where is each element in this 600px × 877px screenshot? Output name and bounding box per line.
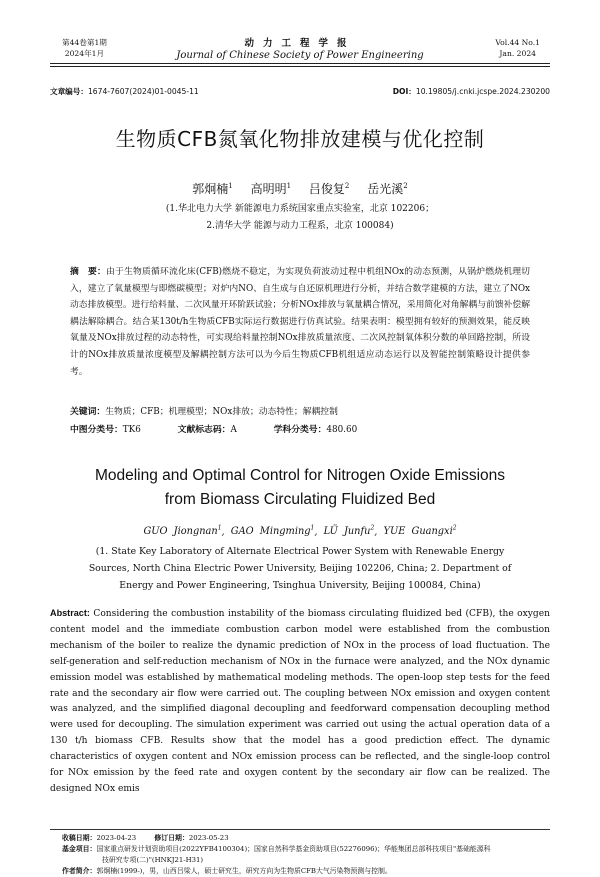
header-journal — [170, 35, 430, 61]
affiliation-cn-line: (1.华北电力大学 新能源电力系统国家重点实验室，北京 102206； — [165, 204, 435, 214]
footnote — [62, 833, 552, 877]
journal-title-cn: 动力工程学报 — [244, 38, 356, 49]
author-cn: 高明明$^1$ — [250, 182, 292, 196]
abstract-en-label: Abstract: — [50, 608, 90, 618]
footnote-rule — [50, 829, 550, 830]
author-en: GAO Mingming$^1$ — [230, 525, 315, 538]
authors-cn — [0, 180, 600, 197]
volume-cn: 第44卷第1期 — [62, 38, 107, 47]
abstract-en-text: Considering the combustion instability of the biomass circulating fluidized bed (CFB), the oxygen content model and the immediate combustion carbon model were established from the combustion mechanism of the boiler to realize the dynamic prediction of NOx in the process of load fluctuation. The self-generation and self-reduction mechanism of NOx in the furnace were analyzed, and the NOx dynamic emission model was established by mathematical modeling methods. The open-loop step tests for the feed rate and the secondary air flow were carried out. The coupling between NOx emission and oxygen content was analyzed, and the simplified diagonal decoupling and feedforward compensation decoupling method were used for decoupling. The simulation experiment was carried out using the actual operation data of a 130 t/h biomass CFB. Results show that the model has a good prediction effect. The dynamic characteristics of oxygen content and NOx emission process can be reflected, and the single-loop control for NOx emission by the feed rate and oxygen content by the secondary air flow can be realized. The designed NOx emis — [50, 609, 550, 794]
header-volume-cn — [62, 37, 107, 59]
affiliation-en-line: (1. State Key Laboratory of Alternate Electrical Power System with Renewable Energy — [95, 546, 505, 557]
affiliation-en-line: Sources, North China Electric Power University, Beijing 102206, China; 2. Department of — [88, 563, 512, 574]
classification-cn: 中图分类号：TK6 文献标志码：A 学科分类号：480.60 — [70, 425, 358, 435]
author-en: YUE Guangxi$^2$ — [383, 525, 457, 538]
affiliation-cn-line: 2.清华大学 能源与动力工程系，北京 100084) — [206, 221, 394, 231]
keywords-cn: 关键词：生物质；CFB；机理模型；NOx排放；动态特性；解耦控制 — [70, 407, 338, 417]
affiliation-en-line: Energy and Power Engineering, Tsinghua University, Beijing 100084, China) — [119, 580, 481, 591]
author-cn: 郭炯楠$^1$ — [192, 182, 233, 196]
author-en: LÜ Junfu$^2$ — [323, 525, 375, 538]
footnote-fund: 基金项目：国家重点研发计划资助项目(2022YFB4100304)；国家自然科学基金资助项目(52276096)；华能集团总部科技项目"基础能源科 — [62, 845, 491, 853]
abstract-cn-text: 由于生物质循环流化床(CFB)燃烧不稳定，为实现负荷波动过程中机组NOx的动态预测，从锅炉燃烧机理切入，建立了氧量模型与即燃碳模型；对炉内NO、自生成与自还原机理进行分析，并结合数学建模的方法，建立了NOx动态排放模型。进行给料量、二次风量开环阶跃试验；分析NOx排放与氧量耦合情况，采用简化对角解耦与前馈补偿解耦法解除耦合。结合某130t/h生物质CFB实际运行数据进行仿真试验。结果表明：模型拥有较好的预测效果，能反映氧量及NOx排放过程的动态特性，可实现给料量控制NOx排放质量浓度、二次风控制氧体积分数的单回路控制，所设计的NOx排放质量浓度模型及解耦控制方法可以为今后生物质CFB机组适应动态运行以及智能控制策略设计提供参考。 — [70, 267, 530, 377]
header-rule-thin — [50, 66, 550, 67]
footnote-fund-cont: 技研究专项(二)"(HNKJ21-H31) — [102, 856, 204, 864]
title-en — [0, 464, 600, 512]
article-number: 文章编号：1674-7607(2024)01-0045-11 — [50, 87, 199, 96]
author-en: GUO Jiongnan$^1$ — [143, 525, 222, 538]
authors-en: GUO Jiongnan$^1$, GAO Mingming$^1$, LÜ Junfu$^2$, YUE Guangxi$^2$ — [143, 525, 457, 538]
abstract-en — [50, 606, 550, 798]
header-rule — [50, 63, 550, 64]
abstract-cn-label: 摘 要： — [70, 267, 106, 277]
doi: DOI：10.19805/j.cnki.jcspe.2024.230200 — [392, 87, 550, 96]
title-cn: 生物质CFB氮氧化物排放建模与优化控制 — [115, 127, 485, 151]
footnote-author: 作者简介：郭炯楠(1999-)，男，山西吕梁人，硕士研究生，研究方向为生物质CFB大气污染物预测与控制。 — [62, 867, 392, 875]
affiliations-en — [80, 543, 520, 594]
abstract-cn — [70, 264, 530, 380]
date-en: Jan. 2024 — [499, 49, 536, 58]
affiliations-cn — [0, 201, 600, 235]
author-cn: 吕俊复$^2$ — [308, 182, 350, 196]
footnote-dates: 收稿日期：2023-04-23 修订日期：2023-05-23 — [62, 834, 229, 842]
author-cn: 岳光溪$^2$ — [367, 182, 408, 196]
volume-en: Vol.44 No.1 — [495, 38, 540, 47]
header-volume-en — [495, 37, 540, 59]
journal-title-en: Journal of Chinese Society of Power Engineering — [176, 50, 424, 61]
title-en-line: from Biomass Circulating Fluidized Bed — [164, 491, 436, 508]
date-cn: 2024年1月 — [64, 49, 105, 58]
title-en-line: Modeling and Optimal Control for Nitrogen Oxide Emissions — [94, 467, 506, 484]
